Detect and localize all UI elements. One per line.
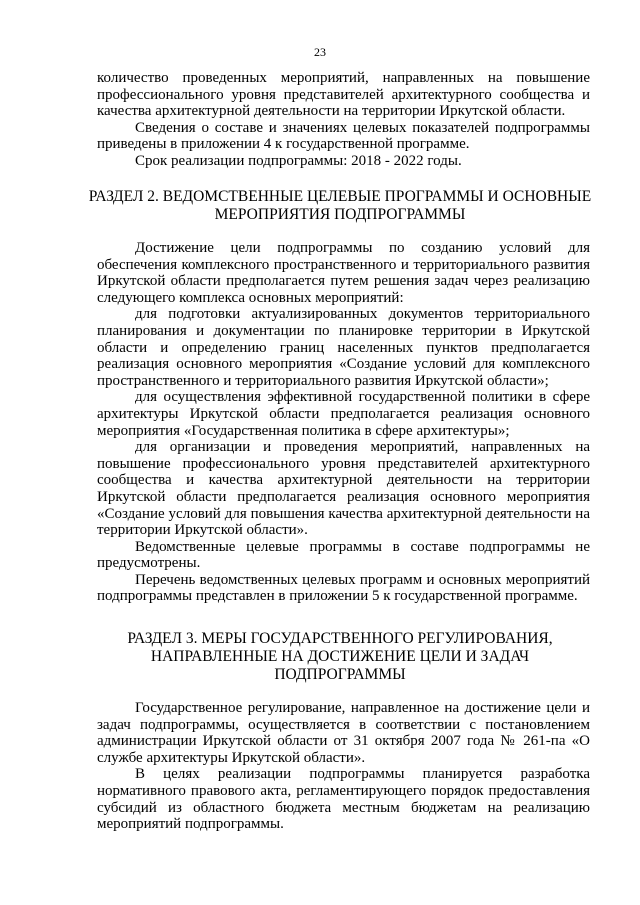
intro-text <box>97 70 590 170</box>
paragraph: Достижение цели подпрограммы по созданию условий для обеспечения комплексного пространственного и территориального развития Иркутской области предполагается путем решения задач через реализацию следующего комплекса основных мероприятий: <box>97 240 590 306</box>
paragraph: для осуществления эффективной государственной политики в сфере архитектуры Иркутской области предполагается реализация основного мероприятия «Государственная политика в сфере архитектуры»; <box>97 389 590 439</box>
paragraph: для организации и проведения мероприятий, направленных на повышение профессионального уровня представителей архитектурного сообщества и качества архитектурной деятельности на территории Иркутской области предполагается реализация основного мероприятия «Создание условий для повышения качества архитектурной деятельности на территории Иркутской области». <box>97 439 590 539</box>
paragraph: В целях реализации подпрограммы планируется разработка нормативного правового акта, регламентирующего порядок предоставления субсидий из областного бюджета местным бюджетам на реализацию мероприятий подпрограммы. <box>97 766 590 833</box>
paragraph: количество проведенных мероприятий, направленных на повышение профессионального уровня представителей архитектурного сообщества и качества архитектурной деятельности на территории Иркутской области. <box>97 70 590 120</box>
paragraph: Ведомственные целевые программы в составе подпрограммы не предусмотрены. <box>97 538 590 572</box>
section-2-heading <box>60 188 620 224</box>
page-number: 23 <box>314 45 326 59</box>
paragraph: Перечень ведомственных целевых программ и основных мероприятий подпрограммы представлен в приложении 5 к государственной программе. <box>97 571 590 605</box>
heading-line: НАПРАВЛЕННЫЕ НА ДОСТИЖЕНИЕ ЦЕЛИ И ЗАДАЧ <box>150 648 530 665</box>
heading-line: РАЗДЕЛ 3. МЕРЫ ГОСУДАРСТВЕННОГО РЕГУЛИРОВАНИЯ, <box>127 630 553 647</box>
paragraph: для подготовки актуализированных документов территориального планирования и документации по планировке территории в Иркутской области и определению границ населенных пунктов предполагается реализация основного мероприятия «Создание условий для комплексного пространственного и территориального развития Иркутской области»; <box>97 306 590 389</box>
heading-line: РАЗДЕЛ 2. ВЕДОМСТВЕННЫЕ ЦЕЛЕВЫЕ ПРОГРАММЫ И ОСНОВНЫЕ <box>88 188 592 205</box>
paragraph: Срок реализации подпрограммы: 2018 - 2022 годы. <box>135 152 462 169</box>
paragraph: Сведения о составе и значениях целевых показателей подпрограммы приведены в приложении 4 к государственной программе. <box>97 119 590 153</box>
heading-line: МЕРОПРИЯТИЯ ПОДПРОГРАММЫ <box>214 206 466 223</box>
section-2-body <box>97 240 590 605</box>
heading-line: ПОДПРОГРАММЫ <box>274 666 406 683</box>
paragraph: Государственное регулирование, направленное на достижение цели и задач подпрограммы, осуществляется в соответствии с постановлением администрации Иркутской области от 31 октября 2007 года № 261-па «О службе архитектуры Иркутской области». <box>97 700 590 766</box>
section-3-body <box>97 700 590 833</box>
section-3-heading <box>60 630 620 684</box>
